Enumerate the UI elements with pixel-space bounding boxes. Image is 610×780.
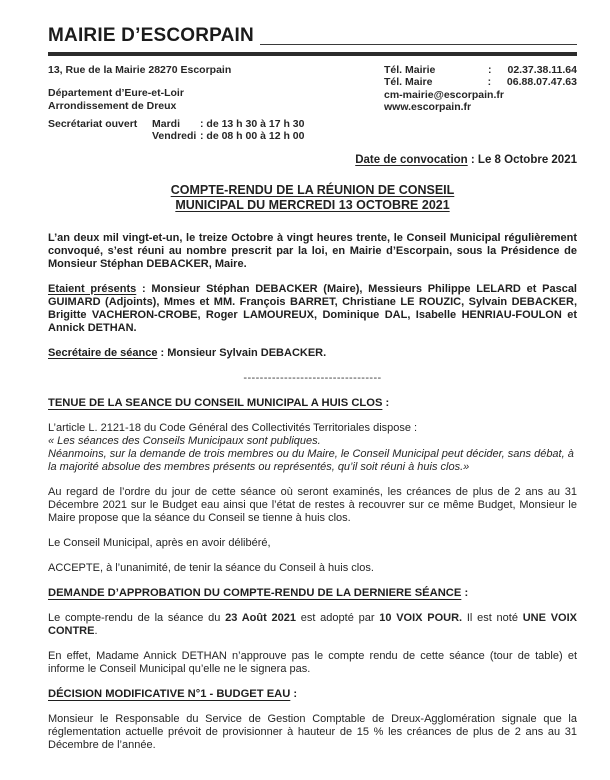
minutes-date: 23 Août 2021 xyxy=(225,611,296,624)
minutes-vote-paragraph: Le compte-rendu de la séance du 23 Août 2021 est adopté par 10 VOIX POUR. Il est noté UNE VOIX CONTRE. xyxy=(48,611,577,637)
acceptance-paragraph: ACCEPTE, à l’unanimité, de tenir la séance du Conseil à huis clos. xyxy=(48,561,374,574)
attendees-paragraph xyxy=(48,283,577,335)
schedule-day: Mardi xyxy=(152,117,181,130)
masthead-thick-rule xyxy=(48,52,577,56)
secretary-label: Secrétaire de séance xyxy=(48,346,158,359)
budget-provision-paragraph: Monsieur le Responsable du Service de Gestion Comptable de Dreux-Agglomération signale que la réglementation actuelle prévoit de provisionner à hauteur de 15 % les créances de plus de 2 ans au 31 Décembre de l’année. xyxy=(48,712,577,751)
attendees-list: : Monsieur Stéphan DEBACKER (Maire), Messieurs Philippe LELARD et Pascal GUIMARD (Adjoints), Mmes et MM. François BARRET, Christiane LE ROUZIC, Sylvain DEBACKER, Brigitte VACHERON-CROBE, Roger LAMOUREUX, Dominique DAL, Isabelle HENRIAU-FOULON et Annick DETHAN. xyxy=(48,282,577,334)
section-heading-approbation: DEMANDE D’APPROBATION DU COMPTE-RENDU DE LA DERNIERE SÉANCE : xyxy=(48,586,469,599)
letterhead xyxy=(48,24,577,143)
masthead xyxy=(48,24,577,47)
document-title xyxy=(48,183,577,213)
opening-paragraph: L’an deux mil vingt-et-un, le treize Octobre à vingt heures trente, le Conseil Municipal régulièrement convoqué, s’est réuni au nombre prescrit par la loi, en Mairie d’Escorpain, sous la Présidence de Monsieur Stéphan DEBACKER, Maire. xyxy=(48,231,577,270)
dashed-separator: ---------------------------------- xyxy=(243,371,382,384)
law-article-block xyxy=(48,422,577,474)
dissent-paragraph: En effet, Madame Annick DETHAN n’approuve pas le compte rendu de cette séance (tour de table) et informe le Conseil Municipal qu’elle ne le signera pas. xyxy=(48,649,577,675)
votes-for: 10 VOIX POUR. xyxy=(379,611,463,624)
schedule-hours: : de 08 h 00 à 12 h 00 xyxy=(200,130,305,142)
tel-mairie-separator: : xyxy=(488,63,492,76)
huis-clos-proposal-paragraph: Au regard de l’ordre du jour de cette séance où seront examinés, les créances de plus de 2 ans au 31 Décembre 2021 sur le Budget eau ainsi que l’état de restes à recouvrer sur ce même Budget, Monsieur le Maire propose que la séance du Conseil se tienne à huis clos. xyxy=(48,485,577,524)
deliberation-paragraph: Le Conseil Municipal, après en avoir délibéré, xyxy=(48,536,271,549)
email-line: cm-mairie@escorpain.fr xyxy=(384,88,504,101)
spacer xyxy=(48,76,231,87)
tel-maire-row xyxy=(384,76,577,89)
org-name: MAIRIE D’ESCORPAIN xyxy=(48,25,254,46)
secretary-paragraph xyxy=(48,347,577,360)
secretariat-label: Secrétariat ouvert xyxy=(48,117,138,130)
tel-mairie-number: 02.37.38.11.64 xyxy=(507,63,577,76)
convocation-date-value: : Le 8 Octobre 2021 xyxy=(467,153,577,166)
convocation-date-label: Date de convocation xyxy=(355,153,468,166)
secretariat-hours xyxy=(48,118,577,143)
address-line: 13, Rue de la Mairie 28270 Escorpain xyxy=(48,63,232,76)
secretariat-schedule xyxy=(152,118,304,143)
attendees-label: Etaient présents xyxy=(48,282,137,295)
letterhead-info xyxy=(48,64,577,114)
law-article-intro: L’article L. 2121-18 du Code Général des Collectivités Territoriales dispose : xyxy=(48,421,418,434)
section-heading-huis-clos: TENUE DE LA SEANCE DU CONSEIL MUNICIPAL A HUIS CLOS : xyxy=(48,396,390,409)
masthead-thin-rule xyxy=(260,44,577,45)
tel-maire-label: Tél. Maire xyxy=(384,76,433,88)
schedule-row xyxy=(152,130,304,143)
website-line: www.escorpain.fr xyxy=(384,101,472,113)
schedule-row xyxy=(152,118,304,131)
tel-mairie-label: Tél. Mairie xyxy=(384,63,436,76)
schedule-day: Vendredi xyxy=(152,130,197,142)
letterhead-info-right xyxy=(384,64,577,114)
convocation-date-line xyxy=(48,153,577,167)
arrondissement-line: Arrondissement de Dreux xyxy=(48,99,177,112)
law-quote-line1: « Les séances des Conseils Municipaux sont publiques. xyxy=(48,434,321,447)
schedule-hours: : de 13 h 30 à 17 h 30 xyxy=(200,117,305,130)
tel-maire-number: 06.88.07.47.63 xyxy=(506,76,577,88)
department-line: Département d’Eure-et-Loir xyxy=(48,87,184,99)
votes-against: UNE VOIX CONTRE xyxy=(48,611,577,637)
document-title-line1: COMPTE-RENDU DE LA RÉUNION DE CONSEIL xyxy=(170,182,455,197)
secretary-name: : Monsieur Sylvain DEBACKER. xyxy=(157,346,327,359)
tel-maire-separator: : xyxy=(487,76,492,88)
letterhead-info-left xyxy=(48,64,231,114)
document-title-line2: MUNICIPAL DU MERCREDI 13 OCTOBRE 2021 xyxy=(175,197,450,212)
document-body xyxy=(48,232,577,752)
section-heading-decision-modificative: DÉCISION MODIFICATIVE N°1 - BUDGET EAU : xyxy=(48,687,298,700)
tel-mairie-row xyxy=(384,64,577,77)
law-quote-line2: Néanmoins, sur la demande de trois membres ou du Maire, le Conseil Municipal peut décider, sans débat, à la majorité absolue des membres présents ou représentés, qu’il soit réuni à huis clos.» xyxy=(48,447,574,473)
